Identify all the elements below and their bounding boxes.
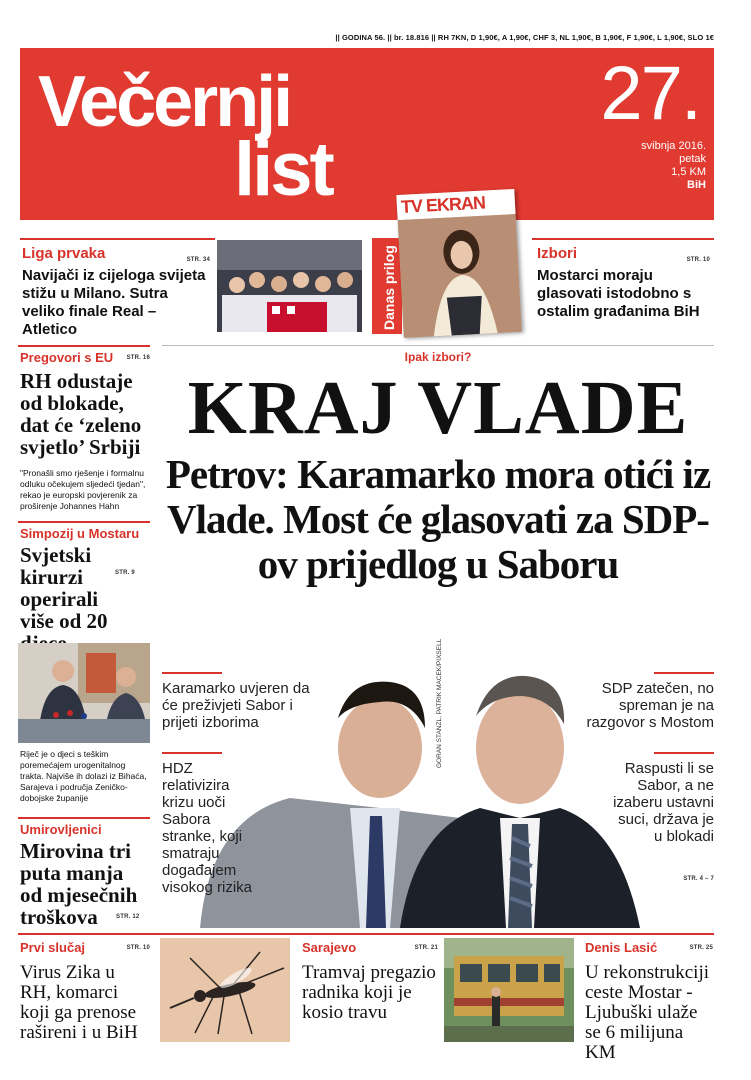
sidebar-story-simpozij[interactable] bbox=[20, 526, 150, 654]
divider bbox=[162, 672, 222, 674]
prilog-label: Danas prilog bbox=[381, 245, 397, 330]
sidebar-story-mirovine[interactable] bbox=[20, 822, 150, 928]
price: 1,5 KM bbox=[671, 166, 706, 178]
masthead bbox=[20, 48, 714, 220]
divider bbox=[18, 521, 150, 523]
teaser-label: Izbori bbox=[537, 245, 577, 262]
story-label: Denis Lasić bbox=[585, 940, 658, 955]
region: BiH bbox=[687, 179, 706, 191]
story-label: Umirovljenici bbox=[20, 822, 102, 837]
teaser-izbori[interactable] bbox=[537, 245, 712, 321]
divider bbox=[532, 238, 714, 240]
story-headline: RH odustaje od blokade, dat će ‘zeleno svjetlo’ Srbiji bbox=[20, 369, 142, 459]
magazine-cover[interactable] bbox=[396, 189, 521, 337]
page-ref: STR. 21 bbox=[414, 944, 438, 951]
bottom-story-tramvaj[interactable] bbox=[302, 940, 438, 1023]
main-kicker: Ipak izbori? bbox=[404, 350, 472, 364]
teaser-text: Navijači iz cijeloga svijeta stižu u Milano. Sutra veliko finale Real – Atletico bbox=[22, 267, 206, 338]
story-text: U rekonstrukciji ceste Mostar - Ljubuški ulaže se 6 milijuna KM bbox=[585, 962, 710, 1063]
brand-line2: list bbox=[234, 127, 332, 212]
page-ref: STR. 9 bbox=[115, 570, 135, 576]
story-label: Sarajevo bbox=[302, 940, 357, 955]
divider bbox=[162, 752, 222, 754]
bottom-story-cesta[interactable] bbox=[585, 940, 713, 1063]
brand-line1: Večernji bbox=[38, 62, 291, 142]
right-caption-2: Raspusti li se Sabor, a ne izaberu ustavni suci, država je u blokadi bbox=[613, 760, 714, 845]
page-ref: STR. 34 bbox=[186, 257, 210, 263]
teaser-liga[interactable] bbox=[22, 245, 212, 339]
divider bbox=[162, 345, 714, 346]
page-ref: STR. 12 bbox=[116, 914, 140, 920]
page-ref: STR. 4 – 7 bbox=[683, 876, 714, 882]
photo-mosquito bbox=[160, 938, 290, 1042]
photo-credit: GORAN STANZL, PATRIK MACEK/PIXSELL bbox=[436, 638, 443, 768]
issue-info-bar: || GODINA 56. || br. 18.816 || RH 7KN, D 1,90€, A 1,90€, CHF 3, NL 1,90€, B 1,90€, F 1,90€, L 1,90€, SLO 1€ bbox=[335, 33, 714, 42]
bottom-story-zika[interactable] bbox=[20, 940, 150, 1043]
date-info bbox=[566, 140, 706, 192]
page-ref: STR. 25 bbox=[689, 944, 713, 951]
teaser-text: Mostarci moraju glasovati istodobno s ostalim građanima BiH bbox=[537, 267, 700, 320]
divider bbox=[20, 238, 215, 240]
page-ref: STR. 10 bbox=[126, 944, 150, 951]
story-headline: Mirovina tri puta manja od mjesečnih troškova bbox=[20, 839, 138, 929]
right-caption-1: SDP zatečen, no spreman je na razgovor s Mostom bbox=[586, 680, 714, 731]
main-headline[interactable]: KRAJ VLADE bbox=[187, 366, 689, 450]
story-label: Pregovori s EU bbox=[20, 350, 114, 365]
date-day: 27. bbox=[600, 51, 700, 136]
page-ref: STR. 16 bbox=[126, 354, 150, 361]
photo-fans bbox=[217, 240, 362, 332]
photo-tram bbox=[444, 938, 574, 1042]
story-body: "Pronašli smo rješenje i formalnu odluku očekujem sljedeći tjedan", rekao je europski povjerenik za proširenje Johannes Hahn bbox=[20, 468, 146, 511]
main-subhead[interactable]: Petrov: Karamarko mora otići iz Vlade. Most će glasovati za SDP-ov prijedlog u Saboru bbox=[165, 451, 711, 587]
story-label: Prvi slučaj bbox=[20, 940, 86, 955]
magazine-title: TV EKRAN bbox=[396, 189, 515, 220]
divider bbox=[654, 752, 714, 754]
divider bbox=[18, 933, 714, 935]
story-headline: Svjetski kirurzi operirali više od 20 bbox=[20, 543, 108, 633]
divider bbox=[18, 345, 150, 347]
divider bbox=[654, 672, 714, 674]
photo-surgeons bbox=[18, 643, 150, 743]
story-body: Riječ je o djeci s teškim poremećajem urogenitalnog trakta. Najviše ih dolazi iz Bihaća, Sarajeva i područja Zeničko-dobojske županije bbox=[20, 749, 147, 803]
magazine-photo bbox=[398, 214, 522, 338]
story-text: Virus Zika u RH, komarci koji ga prenose rašireni i u BiH bbox=[20, 962, 138, 1043]
page-ref: STR. 10 bbox=[686, 257, 710, 263]
date-month-year: svibnja 2016. bbox=[641, 140, 706, 152]
date-weekday: petak bbox=[679, 153, 706, 165]
story-label: Simpozij u Mostaru bbox=[20, 526, 140, 541]
left-caption-1: Karamarko uvjeren da će preživjeti Sabor i prijeti izborima bbox=[162, 680, 310, 731]
teaser-label: Liga prvaka bbox=[22, 245, 106, 262]
divider bbox=[18, 817, 150, 819]
sidebar-story-eu[interactable] bbox=[20, 350, 150, 512]
left-caption-2: HDZ relativizira krizu uoči Sabora stranke, koji smatraju događajem visokog rizika bbox=[162, 760, 253, 896]
story-text: Tramvaj pregazio radnika koji je kosio travu bbox=[302, 962, 436, 1023]
